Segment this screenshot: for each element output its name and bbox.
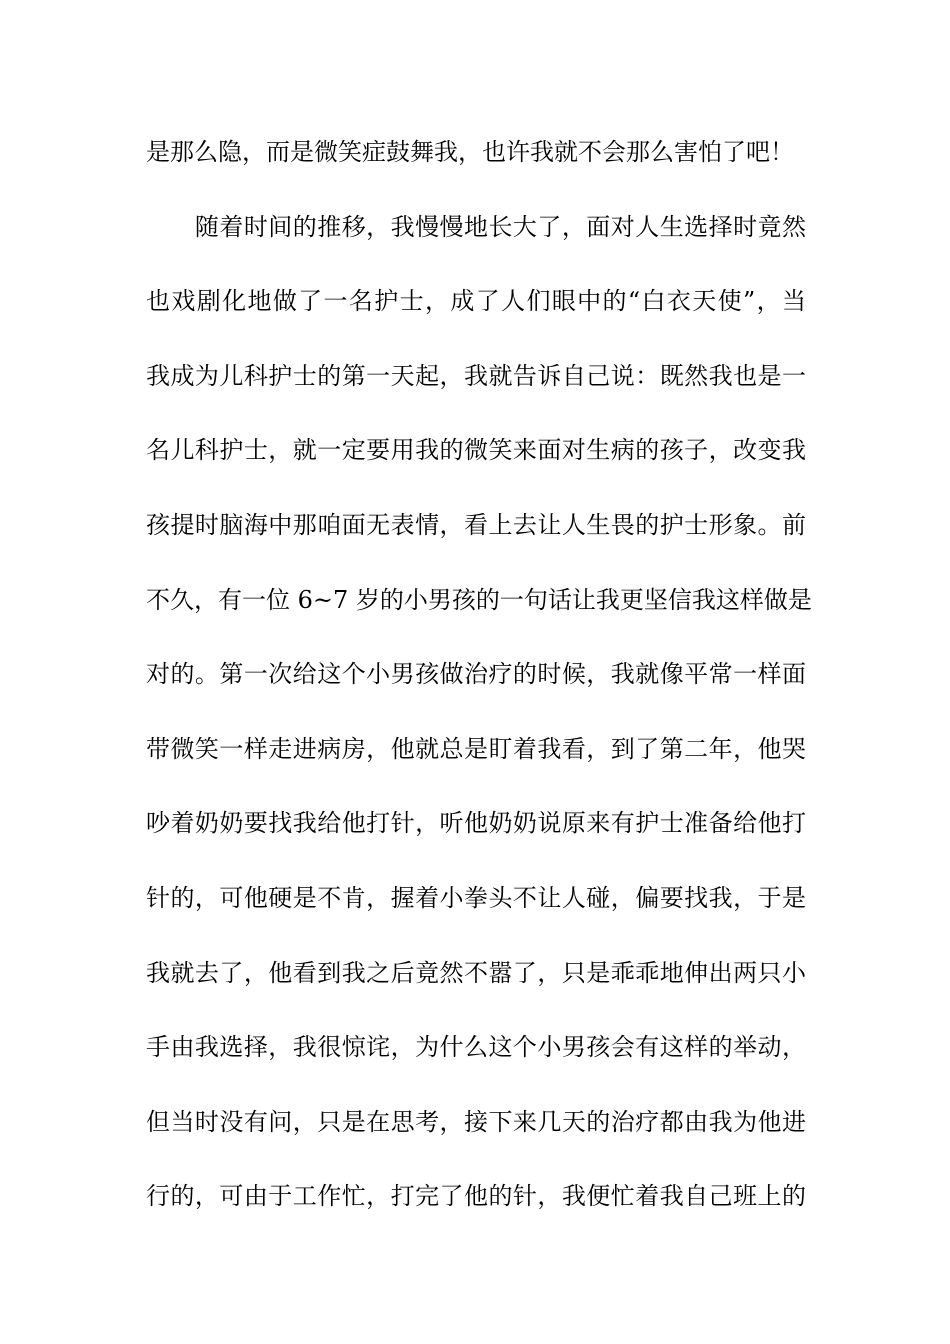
- text-line: 我就去了，他看到我之后竟然不嚣了，只是乖乖地伸出两只小: [146, 958, 806, 987]
- text-line: 是那么隐，而是微笑症鼓舞我，也许我就不会那么害怕了吧！: [146, 138, 794, 166]
- text-line: 行的，可由于工作忙，打完了他的针，我便忙着我自己班上的: [146, 1182, 806, 1211]
- body-text: [146, 124, 812, 1243]
- text-line: 随着时间的推移，我慢慢地长大了，面对人生选择时竟然: [146, 212, 806, 241]
- text-line: 带微笑一样走进病房，他就总是盯着我看，到了第二年，他哭: [146, 734, 806, 763]
- text-line: 针的，可他硬是不肯，握着小拳头不让人碰，偏要找我，于是: [146, 883, 806, 912]
- text-line: 我成为儿科护士的第一天起，我就告诉自己说：既然我也是一: [146, 361, 806, 390]
- text-line: 手由我选择，我很惊诧，为什么这个小男孩会有这样的举动，: [146, 1033, 806, 1062]
- text-line: 不久，有一位 6~7 岁的小男孩的一句话让我更坚信我这样做是: [146, 585, 812, 614]
- text-line: 孩提时脑海中那咱面无表情，看上去让人生畏的护士形象。前: [146, 510, 806, 539]
- text-line: 但当时没有问，只是在思考，接下来几天的治疗都由我为他进: [146, 1107, 806, 1136]
- text-line: 名儿科护士，就一定要用我的微笑来面对生病的孩子，改变我: [146, 436, 806, 465]
- text-line: 对的。第一次给这个小男孩做治疗的时候，我就像平常一样面: [146, 660, 806, 689]
- text-line: 也戏剧化地做了一名护士，成了人们眼中的“白衣天使”，当: [146, 287, 806, 316]
- text-line: 吵着奶奶要找我给他打针，听他奶奶说原来有护士准备给他打: [146, 809, 806, 838]
